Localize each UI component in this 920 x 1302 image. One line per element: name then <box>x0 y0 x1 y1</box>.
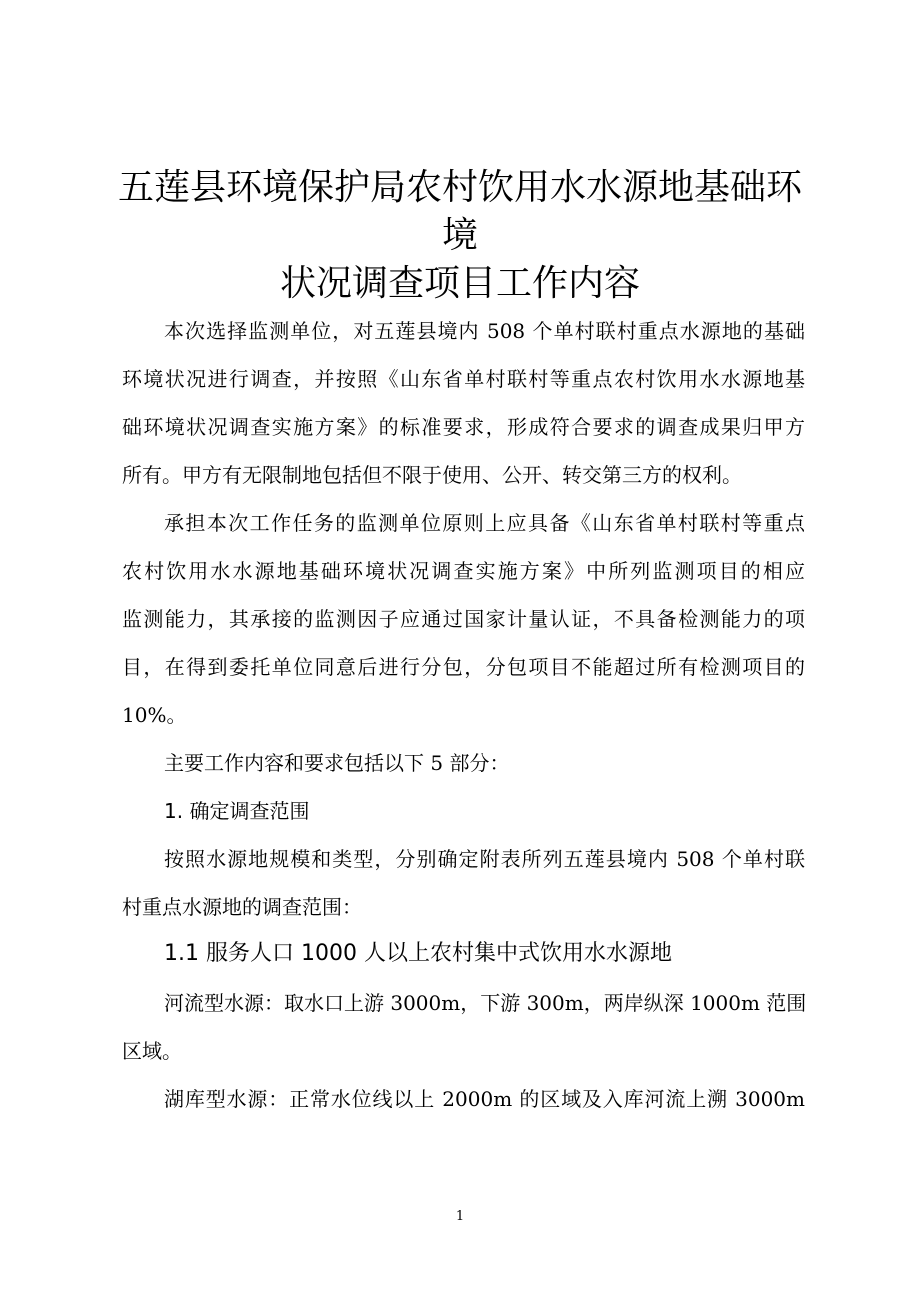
paragraph-1-line-1: 本次选择监测单位，对五莲县境内 508 个单村联村重点水源地的基础 <box>164 319 805 343</box>
paragraph-2-line-1: 承担本次工作任务的监测单位原则上应具备《山东省单村联村等重点 <box>164 511 805 535</box>
paragraph-1-line-4: 所有。甲方有无限制地包括但不限于使用、公开、转交第三方的权利。 <box>122 463 742 487</box>
paragraph-3: 主要工作内容和要求包括以下 5 部分： <box>164 751 510 775</box>
paragraph-2-line-4: 目，在得到委托单位同意后进行分包，分包项目不能超过所有检测项目的 <box>122 655 805 679</box>
section-heading-1-1: 1.1 服务人口 1000 人以上农村集中式饮用水水源地 <box>164 941 672 966</box>
paragraph-4-line-1: 按照水源地规模和类型，分别确定附表所列五莲县境内 508 个单村联 <box>164 847 805 871</box>
paragraph-2-line-5: 10%。 <box>122 703 187 727</box>
page-number: 1 <box>455 1209 465 1224</box>
paragraph-5-line-2: 区域。 <box>122 1039 182 1063</box>
document-title <box>110 164 810 308</box>
paragraph-5-line-1: 河流型水源：取水口上游 3000m，下游 300m，两岸纵深 1000m 范围 <box>164 991 807 1015</box>
paragraph-4-line-2: 村重点水源地的调查范围： <box>122 895 362 919</box>
title-line-1: 五莲县环境保护局农村饮用水水源地基础环境 <box>117 167 802 256</box>
section-heading-1: 1. 确定调查范围 <box>164 799 310 823</box>
paragraph-1-line-2: 环境状况进行调查，并按照《山东省单村联村等重点农村饮用水水源地基 <box>122 367 805 391</box>
paragraph-6-line-1: 湖库型水源：正常水位线以上 2000m 的区域及入库河流上溯 3000m <box>164 1087 805 1111</box>
paragraph-1-line-3: 础环境状况调查实施方案》的标准要求，形成符合要求的调查成果归甲方 <box>122 415 805 439</box>
paragraph-2-line-2: 农村饮用水水源地基础环境状况调查实施方案》中所列监测项目的相应 <box>122 559 805 583</box>
paragraph-2-line-3: 监测能力，其承接的监测因子应通过国家计量认证，不具备检测能力的项 <box>122 607 805 631</box>
title-line-2: 状况调查项目工作内容 <box>279 263 640 304</box>
